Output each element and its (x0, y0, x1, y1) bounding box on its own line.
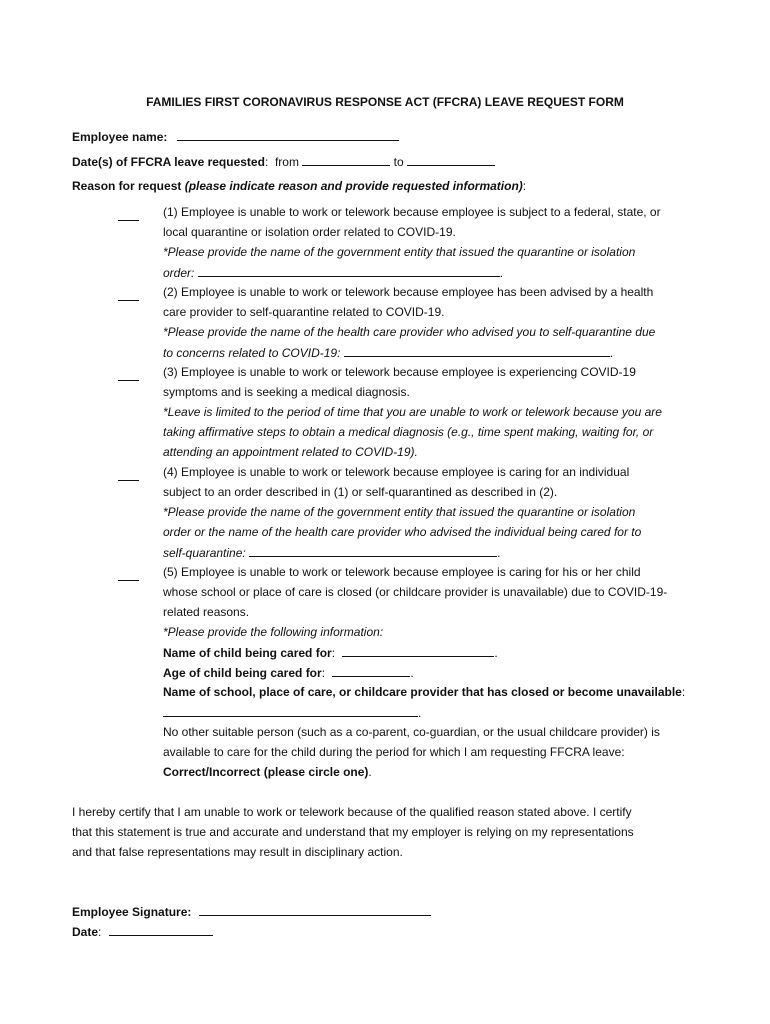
reason-5-line-2: whose school or place of care is closed (or childcare provider is unavailable) due to COVID-19- (163, 585, 668, 599)
reason-label: Reason for request (72, 179, 182, 193)
reason-1-line-2: local quarantine or isolation order related to COVID-19. (163, 225, 456, 239)
reason-3-line-2: symptoms and is seeking a medical diagnosis. (163, 385, 410, 399)
employee-name-row: Employee name: (72, 128, 399, 145)
reason-row: Reason for request (please indicate reason and provide requested information): (72, 179, 527, 193)
reason-3-checkbox[interactable] (118, 366, 139, 381)
no-other-line-1: No other suitable person (such as a co-parent, co-guardian, or the usual childcare provider) is (163, 725, 660, 739)
reason-2-prompt: to concerns related to COVID-19: (163, 346, 341, 360)
no-other-line-2: available to care for the child during the period for which I am requesting FFCRA leave: (163, 745, 625, 759)
certify-line-1: I hereby certify that I am unable to work or telework because of the qualified reason stated above. I certify (72, 805, 632, 819)
reason-5-checkbox[interactable] (118, 566, 139, 581)
reason-5-note: *Please provide the following information: (163, 625, 384, 639)
correct-incorrect-option[interactable]: Correct/Incorrect (please circle one) (163, 765, 369, 779)
reason-1-prompt: order: (163, 266, 195, 280)
child-age-field[interactable] (332, 664, 410, 677)
reason-3-note-3: attending an appointment related to COVID-19). (163, 445, 418, 459)
reason-hint: (please indicate reason and provide requested information) (184, 179, 523, 193)
employee-name-label: Employee name (72, 130, 164, 144)
child-age-label: Age of child being cared for (163, 666, 322, 680)
reason-3-note-2: taking affirmative steps to obtain a medical diagnosis (e.g., time spent making, waiting for, or (163, 425, 654, 439)
reason-5-line-1: (5) Employee is unable to work or telework because employee is caring for his or her child (163, 565, 641, 579)
reason-2-provider-field[interactable] (344, 344, 610, 357)
reason-2-line-2: care provider to self-quarantine related to COVID-19. (163, 305, 445, 319)
signature-row (72, 903, 431, 920)
form-title: FAMILIES FIRST CORONAVIRUS RESPONSE ACT (FFCRA) LEAVE REQUEST FORM (146, 95, 624, 109)
child-name-row: Name of child being cared for: . (163, 646, 498, 660)
signature-label: Employee Signature: (72, 905, 192, 919)
correct-incorrect-row: Correct/Incorrect (please circle one). (163, 765, 372, 779)
reason-1-entity-field[interactable] (198, 264, 500, 277)
school-row: Name of school, place of care, or childcare provider that has closed or become unavailable: (163, 685, 686, 699)
child-age-row: Age of child being cared for: . (163, 666, 414, 680)
reason-1-line-1: (1) Employee is unable to work or telework because employee is subject to a federal, state, or (163, 205, 661, 219)
reason-2-note: *Please provide the name of the health care provider who advised you to self-quarantine due (163, 325, 656, 339)
date-row: Date: (72, 923, 213, 940)
reason-2-prompt-row: to concerns related to COVID-19: . (163, 346, 614, 360)
school-label: Name of school, place of care, or childcare provider that has closed or become unavailable (163, 685, 682, 699)
reason-4-checkbox[interactable] (118, 466, 139, 481)
reason-4-prompt: self-quarantine: (163, 546, 246, 560)
reason-1-prompt-row: order: . (163, 266, 504, 280)
school-field-row: . (163, 704, 421, 721)
to-label: to (393, 155, 404, 169)
certify-line-2: that this statement is true and accurate and understand that my employer is relying on my representations (72, 825, 634, 839)
school-field[interactable] (163, 704, 418, 717)
reason-2-checkbox[interactable] (118, 286, 139, 301)
reason-4-note-1: *Please provide the name of the government entity that issued the quarantine or isolation (163, 505, 636, 519)
reason-1-checkbox[interactable] (118, 206, 139, 221)
reason-5-line-3: related reasons. (163, 605, 250, 619)
employee-name-field[interactable] (177, 128, 399, 141)
child-name-field[interactable] (342, 644, 494, 657)
reason-4-line-2: subject to an order described in (1) or self-quarantined as described in (2). (163, 485, 558, 499)
reason-3-note-1: *Leave is limited to the period of time that you are unable to work or telework because you are (163, 405, 662, 419)
reason-4-entity-field[interactable] (249, 544, 497, 557)
child-name-label: Name of child being cared for (163, 646, 332, 660)
reason-4-prompt-row: self-quarantine: . (163, 546, 501, 560)
reason-1-note: *Please provide the name of the government entity that issued the quarantine or isolation (163, 245, 636, 259)
reason-4-note-2: order or the name of the health care provider who advised the individual being cared for to (163, 525, 642, 539)
reason-3-line-1: (3) Employee is unable to work or telework because employee is experiencing COVID-19 (163, 365, 636, 379)
date-label: Date (72, 925, 99, 939)
date-field[interactable] (109, 923, 213, 936)
certify-line-3: and that false representations may result in disciplinary action. (72, 845, 403, 859)
reason-2-line-1: (2) Employee is unable to work or telework because employee has been advised by a health (163, 285, 654, 299)
to-date-field[interactable] (407, 153, 495, 166)
signature-field[interactable] (199, 903, 431, 916)
from-label: from (274, 155, 299, 169)
leave-dates-row: Date(s) of FFCRA leave requested: from to (72, 153, 495, 170)
reason-4-line-1: (4) Employee is unable to work or telework because employee is caring for an individual (163, 465, 630, 479)
from-date-field[interactable] (302, 153, 390, 166)
leave-dates-label: Date(s) of FFCRA leave requested (72, 155, 265, 169)
